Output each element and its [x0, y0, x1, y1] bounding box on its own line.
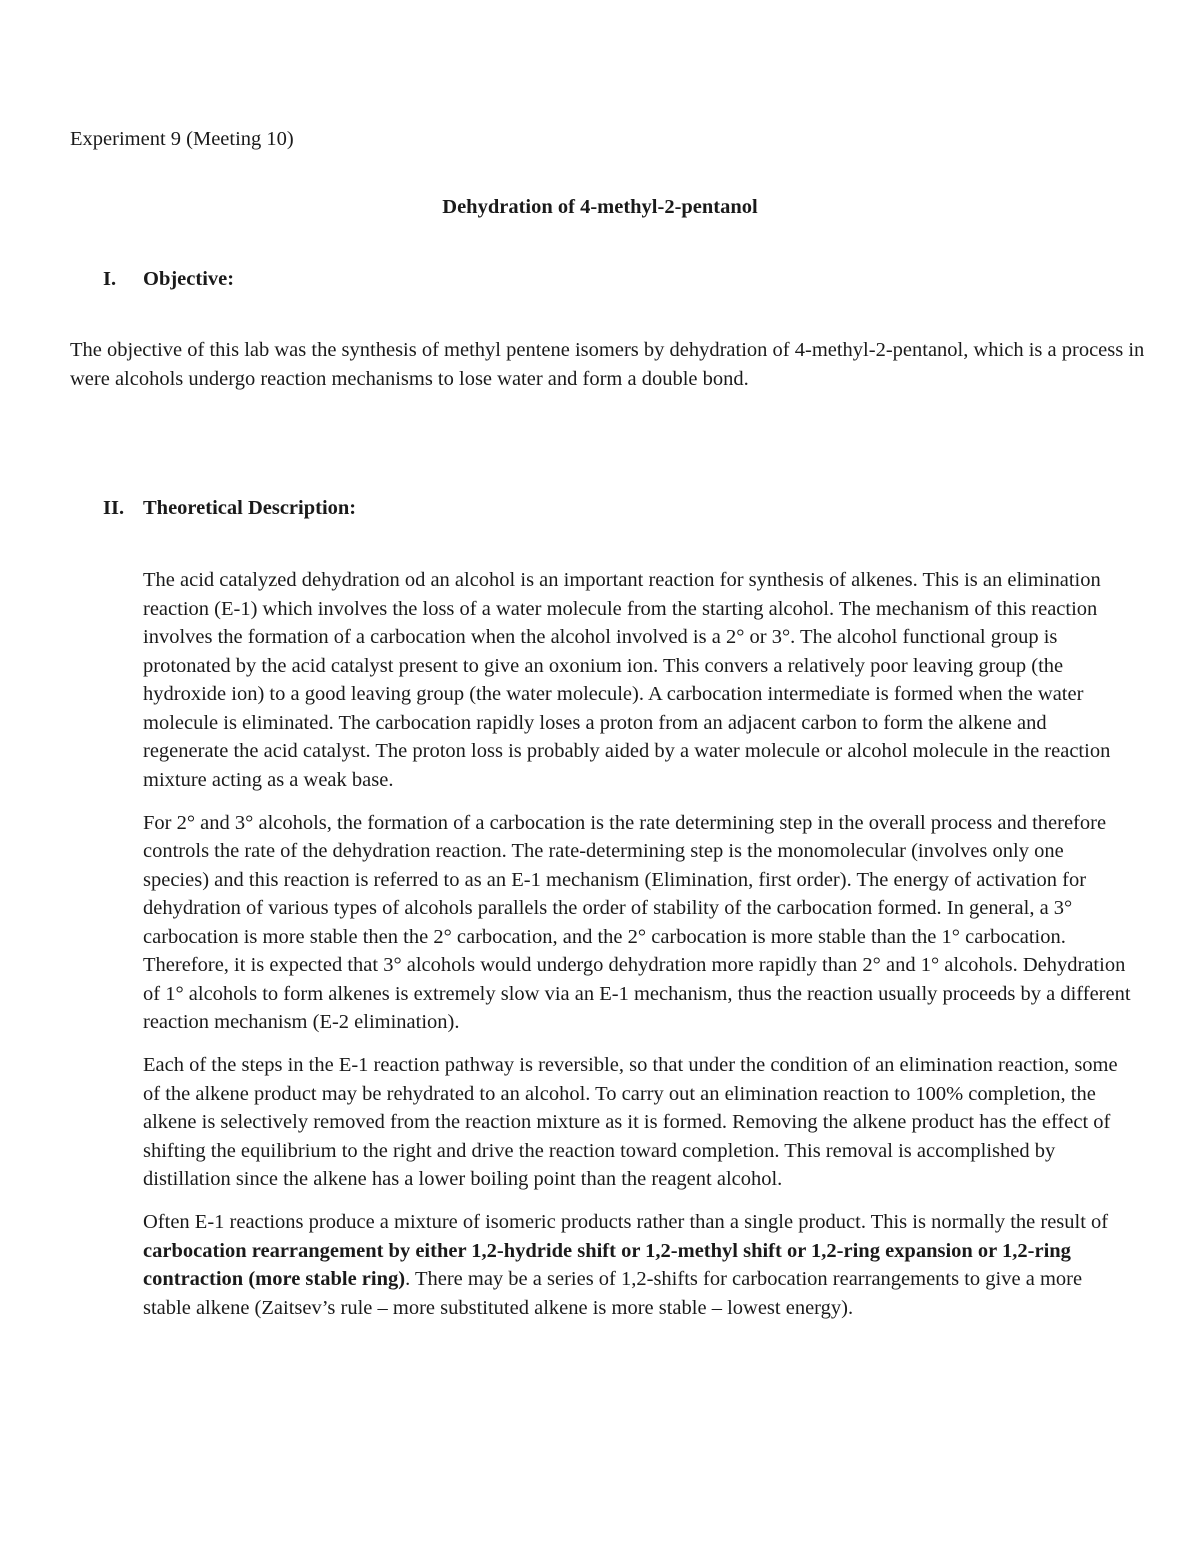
document-title: Dehydration of 4-methyl-2-pentanol — [442, 196, 758, 218]
section-title: Objective: — [143, 268, 235, 290]
section-heading-theory — [103, 497, 356, 520]
section-number: I. — [103, 268, 117, 290]
theory-paragraph-4 — [143, 1208, 1133, 1322]
paragraph-text: . There may be a series of 1,2-shifts for carbocation rearrangements to give a more stable alkene (Zaitsev’s rule – more substituted alkene is more stable – lowest energy). — [143, 1268, 1083, 1319]
paragraph-text: Often E-1 reactions produce a mixture of isomeric products rather than a single product. This is normally the result of — [143, 1211, 1109, 1233]
section-number: II. — [103, 497, 125, 519]
theory-paragraph-2: For 2° and 3° alcohols, the formation of a carbocation is the rate determining step in the overall process and therefore controls the rate of the dehydration reaction. The rate-determining step is the monomolecular (involves only one species) and this reaction is referred to as an E-1 mechanism (Elimination, first order). The energy of activation for dehydration of various types of alcohols parallels the order of stability of the carbocation formed. In general, a 3° carbocation is more stable then the 2° carbocation, and the 2° carbocation is more stable than the 1° carbocation. Therefore, it is expected that 3° alcohols would undergo dehydration more rapidly than 2° and 1° alcohols. Dehydration of 1° alcohols to form alkenes is extremely slow via an E-1 mechanism, thus the reaction usually proceeds by a different reaction mechanism (E-2 elimination). — [143, 811, 1131, 1033]
theory-paragraph-3: Each of the steps in the E-1 reaction pathway is reversible, so that under the condition of an elimination reaction, some of the alkene product may be rehydrated to an alcohol. To carry out an elimination reaction to 100% completion, the alkene is selectively removed from the reaction mixture as it is formed. Removing the alkene product has the effect of shifting the equilibrium to the right and drive the reaction toward completion. This removal is accomplished by distillation since the alkene has a lower boiling point than the reagent alcohol. — [143, 1054, 1118, 1190]
objective-paragraph: The objective of this lab was the synthesis of methyl pentene isomers by dehydration of 4-methyl-2-pentanol, which is a process in were alcohols undergo reaction mechanisms to lose water and form a double bond. — [70, 339, 1145, 390]
section-title: Theoretical Description: — [143, 497, 357, 519]
section-heading-objective — [103, 268, 234, 291]
theory-section — [143, 566, 1133, 1337]
experiment-title: Experiment 9 (Meeting 10) — [70, 128, 294, 150]
theory-paragraph-1: The acid catalyzed dehydration od an alcohol is an important reaction for synthesis of alkenes. This is an elimination reaction (E-1) which involves the loss of a water molecule from the starting alcohol. The mechanism of this reaction involves the formation of a carbocation when the alcohol involved is a 2° or 3°. The alcohol functional group is protonated by the acid catalyst present to give an oxonium ion. This convers a relatively poor leaving group (the hydroxide ion) to a good leaving group (the water molecule). A carbocation intermediate is formed when the water molecule is eliminated. The carbocation rapidly loses a proton from an adjacent carbon to form the alkene and regenerate the acid catalyst. The proton loss is probably aided by a water molecule or alcohol molecule in the reaction mixture acting as a weak base. — [143, 569, 1111, 791]
emphasized-text: carbocation rearrangement by either 1,2-hydride shift or 1,2-methyl shift or 1,2-ring expansion or 1,2-ring contraction (more stable ring) — [143, 1239, 1071, 1290]
